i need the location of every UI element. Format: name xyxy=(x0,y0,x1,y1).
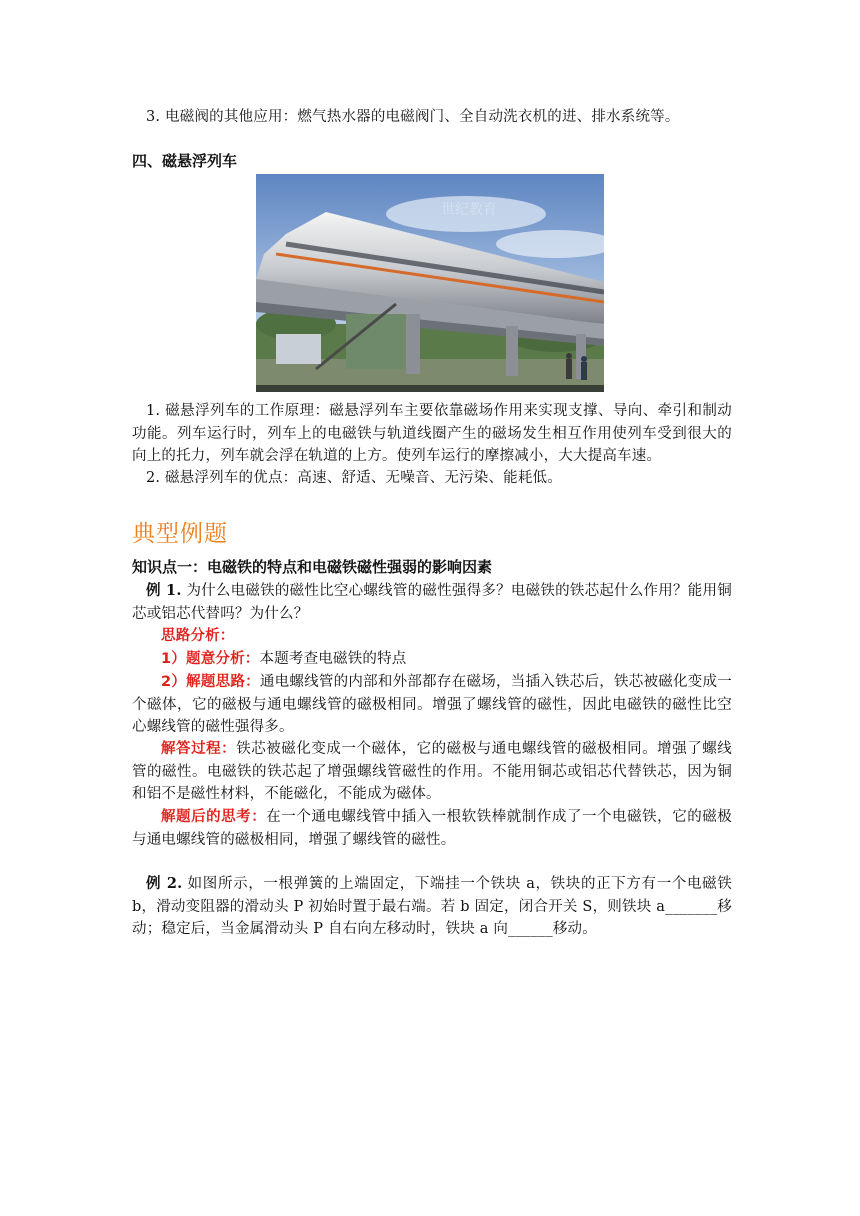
analysis-label: 思路分析： xyxy=(161,628,235,644)
idea-text: 通电螺线管的内部和外部都存在磁场，当插入铁芯后，铁芯被磁化变成一个磁体，它的磁极与通电螺线管的磁极相同。增强了螺线管的磁性，因此电磁铁的磁性比空心螺线管的磁性强得多。 xyxy=(132,674,732,735)
analysis-heading xyxy=(132,625,732,648)
typical-examples-title: 典型例题 xyxy=(132,521,228,547)
reflect-label: 解题后的思考： xyxy=(161,809,267,825)
answer-process xyxy=(132,738,732,806)
answer-label: 解答过程： xyxy=(161,741,237,757)
solution-idea xyxy=(132,671,732,739)
svg-text:世纪教育: 世纪教育 xyxy=(441,202,497,218)
example-1-label: 例 1. xyxy=(146,582,182,599)
intent-text: 本题考查电磁铁的特点 xyxy=(259,651,407,667)
example-2-text: 如图所示，一根弹簧的上端固定，下端挂一个铁块 a，铁块的正下方有一个电磁铁 b，滑动变阻器的滑动头 P 初始时置于最右端。若 b 固定，闭合开关 S，则铁块 a_______移动；稳定后，当金属滑动头 P 自右向左移动时，铁块 a 向______移动。 xyxy=(132,876,732,937)
maglev-train-photo xyxy=(256,174,604,392)
post-solution-reflection xyxy=(132,806,732,851)
intent-label: 1）题意分析： xyxy=(161,651,260,667)
example-1 xyxy=(132,580,732,625)
maglev-principle: 1. 磁悬浮列车的工作原理：磁悬浮列车主要依靠磁场作用来实现支撑、导向、牵引和制动功能。列车运行时，列车上的电磁铁与轨道线圈产生的磁场发生相互作用使列车受到很大的向上的托力，列车就会浮在轨道的上方。使列车运行的摩擦减小，大大提高车速。 xyxy=(132,403,732,464)
example-2-label: 例 2. xyxy=(146,875,183,892)
knowledge-point-1: 知识点一：电磁铁的特点和电磁铁磁性强弱的影响因素 xyxy=(132,558,493,576)
idea-label: 2）解题思路： xyxy=(161,674,260,690)
example-1-text: 为什么电磁铁的磁性比空心螺线管的磁性强得多？电磁铁的铁芯起什么作用？能用铜芯或铝芯代替吗？为什么？ xyxy=(132,583,732,622)
reflect-text: 在一个通电螺线管中插入一根软铁棒就制作成了一个电磁铁，它的磁极与通电螺线管的磁极相同，增强了螺线管的磁性。 xyxy=(132,809,732,848)
maglev-train-image xyxy=(256,174,604,392)
electromagnetic-valve-application: 3. 电磁阀的其他应用：燃气热水器的电磁阀门、全自动洗衣机的进、排水系统等。 xyxy=(146,109,680,125)
example-2 xyxy=(132,873,732,941)
answer-text: 铁芯被磁化变成一个磁体，它的磁极与通电螺线管的磁极相同。增强了螺线管的磁性。电磁铁的铁芯起了增强螺线管磁性的作用。不能用铜芯或铝芯代替铁芯，因为铜和铝不是磁性材料，不能磁化，不能成为磁体。 xyxy=(132,741,733,802)
section-heading-maglev: 四、磁悬浮列车 xyxy=(132,152,238,170)
intent-analysis xyxy=(132,648,732,671)
maglev-advantages: 2. 磁悬浮列车的优点：高速、舒适、无噪音、无污染、能耗低。 xyxy=(146,470,562,486)
